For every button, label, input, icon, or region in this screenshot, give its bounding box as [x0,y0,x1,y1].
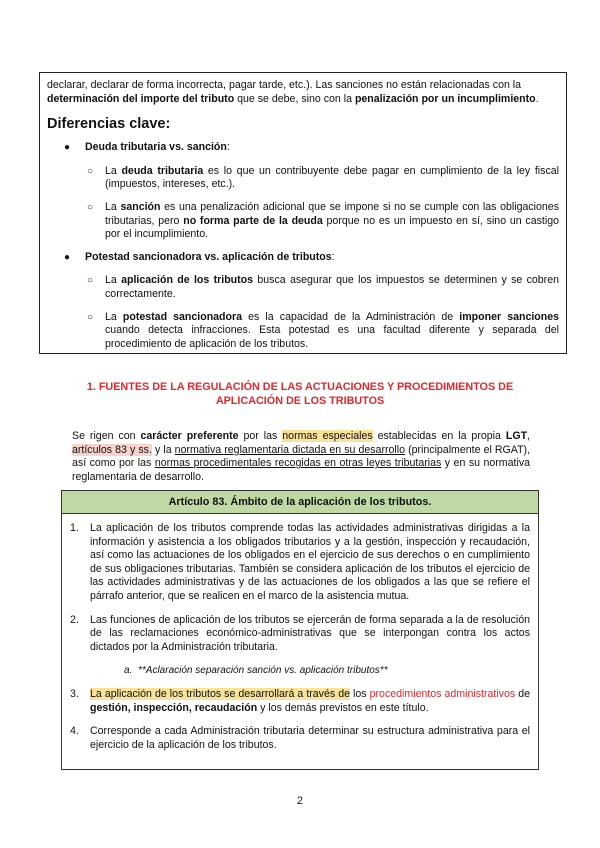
bullet-icon: ● [64,142,71,154]
circle-bullet-icon: ○ [87,275,94,287]
article-list [70,522,530,654]
underlined-text: normativa reglamentaria dictada en su desarrollo [174,443,405,456]
red-text: procedimientos administrativos [369,687,516,700]
box-intro-paragraph: declarar, declarar de forma incorrecta, pagar tarde, etc.). Las sanciones no están relacionadas con la determinación del importe del tributo que se debe, sino con la penalización por un incumplimiento. [47,79,539,105]
sub-list [85,165,559,242]
differences-box [39,72,567,354]
list-item: ● Potestad sancionadora vs. aplicación de tributos: ○ La aplicación de los tributos busca asegurar que los impuestos se determinen y se cobren correctamente. ○ La potestad sancionadora es la capacidad de la Administración de imponer sanciones cuando detecta infracciones. Esta potestad es una facultad diferente y separada del procedimiento de aplicación de los tributos. [47,251,559,352]
sub-list-item: ○ La aplicación de los tributos busca asegurar que los impuestos se determinen y se cobren correctamente. [87,274,559,300]
sub-list [85,274,559,351]
underlined-text: normas procedimentales recogidas en otras leyes tributarias [154,457,442,470]
circle-bullet-icon: ○ [87,165,94,177]
differences-heading: Diferencias clave: [47,116,171,133]
circle-bullet-icon: ○ [87,311,94,323]
circle-bullet-icon: ○ [87,201,94,213]
article-item-4: 4. Corresponde a cada Administración tributaria determinar su estructura administrativa para el ejercicio de la aplicación de los tributos. [70,725,530,751]
section-heading: 1. FUENTES DE LA REGULACIÓN DE LAS ACTUACIONES Y PROCEDIMIENTOS DE APLICACIÓN DE LOS TRIBUTOS [86,381,514,407]
sub-list-item: ○ La deuda tributaria es lo que un contribuyente debe pagar en cumplimiento de la ley fiscal (impuestos, intereses, etc.). [87,164,559,191]
sub-list-item: ○ La sanción es una penalización adicional que se impone si no se cumple con las obligaciones tributarias, pero no forma parte de la deuda porque no es un impuesto en sí, sino un castigo por el incumplimiento. [87,200,559,241]
differences-list [47,141,559,351]
article-item-3: 3. La aplicación de los tributos se desarrollará a través de los procedimientos administrativos de gestión, inspección, recaudación y los demás previstos en este título. [70,687,530,714]
clarification-note: a. **Aclaración separación sanción vs. aplicación tributos** [124,665,388,677]
article-item-2: 2. Las funciones de aplicación de los tributos se ejercerán de forma separada a la de resolución de las reclamaciones económico-administrativas que se interpongan contra los actos dictados por la Administración tributaria. [70,613,530,653]
article-item-1: 1. La aplicación de los tributos comprende todas las actividades administrativas dirigidas a la información y asistencia a los obligados tributarios y a la gestión, inspección y recaudación, así como las actuaciones de los obligados en el ejercicio de sus derechos o en cumplimiento de sus obligaciones tributarias. También se considera aplicación de los tributos el ejercicio de las actividades administrativas y de las actuaciones de los obligados a las que se refiere el párrafo anterior, que se realicen en el marco de la asistencia mutua. [70,522,530,602]
article-list-continued [70,688,530,752]
bullet-icon: ● [64,251,71,263]
article-83-box [61,490,539,770]
page-number: 2 [297,795,303,807]
sub-list-item: ○ La potestad sancionadora es la capacidad de la Administración de imponer sanciones cuando detecta infracciones. Esta potestad es una facultad diferente y separada del procedimiento de aplicación de los tributos. [87,310,560,350]
article-title: Artículo 83. Ámbito de la aplicación de los tributos. [62,491,538,514]
highlighted-text: La aplicación de los tributos se desarrollará a través de [90,687,350,700]
sources-paragraph: Se rigen con carácter preferente por las normas especiales establecidas en la propia LGT, artículos 83 y ss. y la normativa reglamentaria dictada en su desarrollo (principalmente el RGAT), así como por las normas procedimentales recogidas en otras leyes tributarias y en su normativa reglamentaria de desarrollo. [72,430,531,483]
highlighted-text: normas especiales [282,430,373,442]
list-item: ● Deuda tributaria vs. sanción: ○ La deuda tributaria es lo que un contribuyente debe pagar en cumplimiento de la ley fiscal (impuestos, intereses, etc.). ○ La sanción es una penalización adicional que se impone si no se cumple con las obligaciones tributarias, pero no forma parte de la deuda porque no es un impuesto en sí, sino un castigo por el incumplimiento. [47,141,559,242]
article-body [62,514,538,752]
highlighted-text: artículos 83 y ss. [72,443,152,456]
